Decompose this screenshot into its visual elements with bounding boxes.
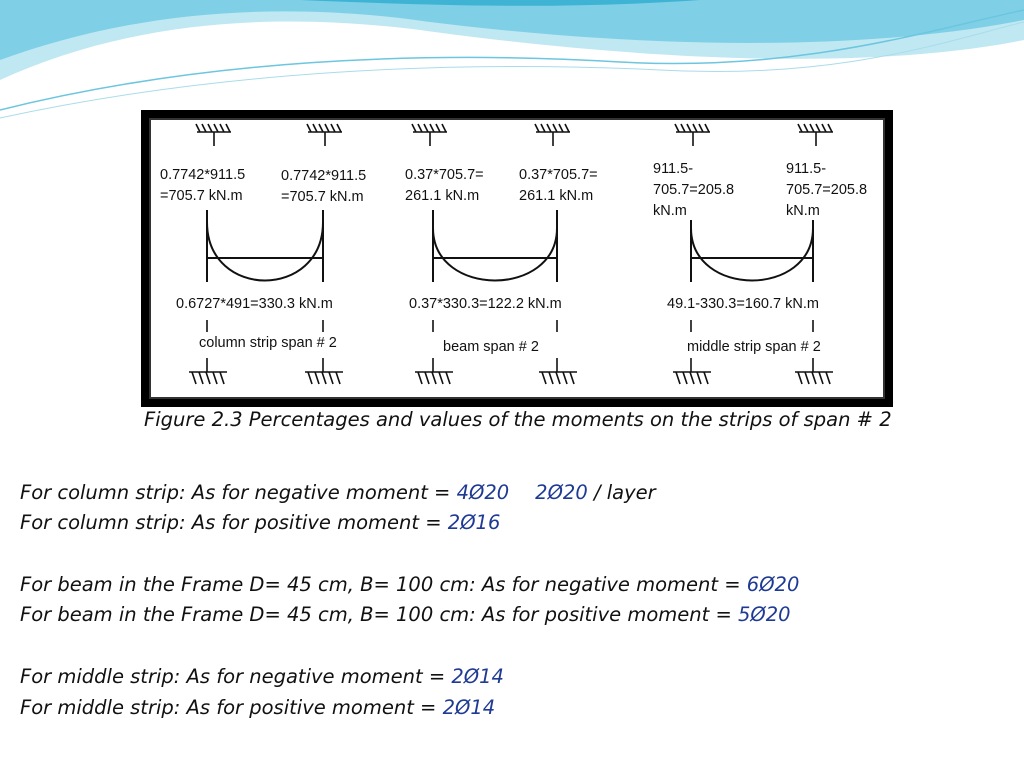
fixed-support-icon xyxy=(415,358,453,384)
line-text: For beam in the Frame D= 45 cm, B= 100 cm: As for negative moment = xyxy=(20,573,747,596)
line-text: For column strip: As for negative moment = xyxy=(20,481,457,504)
moment-curve xyxy=(207,210,323,282)
moment-diagram xyxy=(151,120,883,397)
rebar-value: 5Ø20 xyxy=(737,603,791,626)
strip-label: column strip span # 2 xyxy=(199,335,337,351)
fixed-support-icon xyxy=(412,124,447,146)
rebar-value: 2Ø14 xyxy=(451,665,504,688)
rebar-value: 2Ø20 xyxy=(535,481,588,504)
beam-negative-line xyxy=(20,573,799,596)
neg-moment-left-line1: 911.5- xyxy=(653,161,694,177)
moment-curve xyxy=(691,220,813,282)
neg-moment-right-line1: 0.37*705.7= xyxy=(519,167,598,183)
neg-moment-left-line1: 0.7742*911.5 xyxy=(160,167,246,183)
pos-moment-value: 0.6727*491=330.3 kN.m xyxy=(176,296,333,312)
strip-label: middle strip span # 2 xyxy=(687,339,821,355)
moment-curve xyxy=(433,210,557,282)
figure-panel xyxy=(149,118,885,399)
fixed-support-icon xyxy=(673,358,711,384)
fixed-support-icon xyxy=(305,358,343,384)
strip-diagram xyxy=(653,124,867,384)
strip-diagram xyxy=(405,124,598,384)
strip-label: beam span # 2 xyxy=(443,339,539,355)
neg-moment-right-line2: 261.1 kN.m xyxy=(519,188,594,204)
figure-caption: Figure 2.3 Percentages and values of the moments on the strips of span # 2 xyxy=(144,408,892,431)
middle-strip-negative-line xyxy=(20,665,504,688)
fixed-support-icon xyxy=(307,124,342,146)
neg-moment-left-line1: 0.37*705.7= xyxy=(405,167,484,183)
figure-frame xyxy=(141,110,893,407)
strip-diagram xyxy=(160,124,366,384)
rebar-value: 4Ø20 xyxy=(456,481,510,504)
neg-moment-right-line3: kN.m xyxy=(786,203,820,219)
line-suffix: / layer xyxy=(587,481,656,504)
column-strip-negative-line xyxy=(20,481,656,504)
pos-moment-value: 49.1-330.3=160.7 kN.m xyxy=(667,296,819,312)
neg-moment-right-line2: 705.7=205.8 xyxy=(786,182,868,198)
line-text: For column strip: As for positive moment = xyxy=(20,511,448,534)
neg-moment-left-line2: 705.7=205.8 xyxy=(653,182,735,198)
rebar-value: 6Ø20 xyxy=(746,573,800,596)
neg-moment-right-line2: =705.7 kN.m xyxy=(281,189,364,205)
line-text: For beam in the Frame D= 45 cm, B= 100 cm: As for positive moment = xyxy=(20,603,738,626)
fixed-support-icon xyxy=(196,124,231,146)
column-strip-positive-line xyxy=(20,511,500,534)
fixed-support-icon xyxy=(189,358,227,384)
fixed-support-icon xyxy=(795,358,833,384)
fixed-support-icon xyxy=(539,358,577,384)
beam-positive-line xyxy=(20,603,791,626)
fixed-support-icon xyxy=(675,124,710,146)
neg-moment-left-line2: =705.7 kN.m xyxy=(160,188,243,204)
neg-moment-right-line1: 911.5- xyxy=(786,161,827,177)
neg-moment-right-line1: 0.7742*911.5 xyxy=(281,168,367,184)
rebar-value: 2Ø14 xyxy=(442,696,496,719)
line-text: For middle strip: As for negative moment = xyxy=(20,665,452,688)
neg-moment-left-line2: 261.1 kN.m xyxy=(405,188,480,204)
neg-moment-left-line3: kN.m xyxy=(653,203,687,219)
rebar-value: 2Ø16 xyxy=(447,511,501,534)
fixed-support-icon xyxy=(535,124,570,146)
pos-moment-value: 0.37*330.3=122.2 kN.m xyxy=(409,296,562,312)
middle-strip-positive-line xyxy=(20,696,495,719)
line-text: For middle strip: As for positive moment = xyxy=(20,696,443,719)
fixed-support-icon xyxy=(798,124,833,146)
